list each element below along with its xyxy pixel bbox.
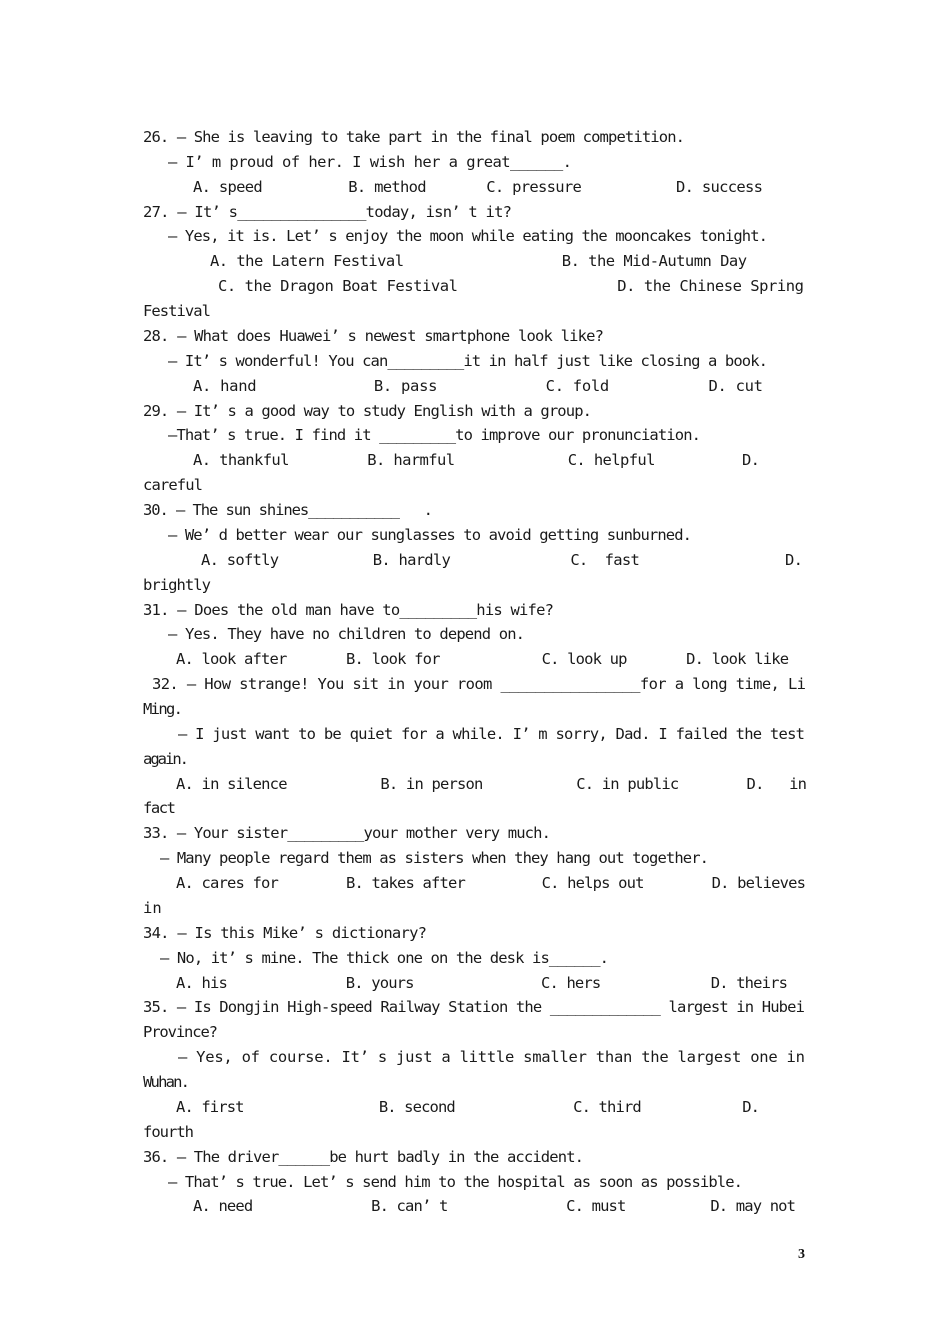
text-line: A. his B. yours C. hers D. theirs — [176, 973, 788, 992]
text-line: — Yes, it is. Let’ s enjoy the moon while eating the mooncakes tonight. — [168, 227, 768, 246]
text-line: A. hand B. pass C. fold D. cut — [193, 376, 763, 395]
text-line: 31. — Does the old man have to_________his wife? — [143, 600, 554, 619]
text-line: — No, it’ s mine. The thick one on the desk is______. — [160, 948, 609, 967]
text-line: 36. — The driver______be hurt badly in the accident. — [143, 1147, 584, 1166]
text-line: A. cares for B. takes after C. helps out D. believes — [176, 874, 806, 893]
text-line: brightly — [143, 575, 211, 594]
text-line: 28. — What does Huawei’ s newest smartphone look like? — [143, 326, 604, 345]
text-line: A. need B. can’ t C. must D. may not — [193, 1197, 796, 1216]
text-line: 32. — How strange! You sit in your room ________________for a long time, Li — [152, 675, 806, 694]
text-line: 34. — Is this Mike’ s dictionary? — [143, 923, 427, 942]
text-line: 35. — Is Dongjin High-speed Railway Station the _____________ largest in Hubei — [143, 998, 805, 1017]
text-line: — That’ s true. Let’ s send him to the hospital as soon as possible. — [168, 1172, 743, 1191]
text-line: — Yes, of course. It’ s just a little smaller than the largest one in — [178, 1048, 805, 1067]
text-line: —That’ s true. I find it _________to improve our pronunciation. — [168, 426, 701, 445]
text-line: Wuhan. — [143, 1073, 189, 1092]
text-line: A. speed B. method C. pressure D. success — [193, 177, 763, 196]
text-line: again. — [143, 749, 187, 768]
text-line: 30. — The sun shines___________ . — [143, 501, 432, 520]
text-line: careful — [143, 476, 203, 495]
text-line: Ming. — [143, 700, 182, 718]
text-line: fact — [143, 799, 175, 818]
text-line: C. the Dragon Boat Festival D. the Chinese Spring — [218, 277, 804, 296]
text-line: A. in silence B. in person C. in public D. in — [176, 774, 807, 793]
text-line: 29. — It’ s a good way to study English with a group. — [143, 401, 592, 420]
text-line: A. the Latern Festival B. the Mid-Autumn Day — [210, 252, 747, 271]
text-line: A. look after B. look for C. look up D. look like — [176, 650, 789, 669]
text-line: — We’ d better wear our sunglasses to avoid getting sunburned. — [168, 525, 692, 544]
text-line: — Yes. They have no children to depend on. — [168, 625, 525, 644]
text-line: fourth — [143, 1122, 193, 1141]
text-line: 26. — She is leaving to take part in the final poem competition. — [143, 128, 685, 146]
text-line: Province? — [143, 1023, 217, 1042]
text-line: — I just want to be quiet for a while. I’ m sorry, Dad. I failed the test — [178, 724, 805, 743]
text-line: Festival — [143, 302, 211, 321]
text-line: in — [143, 898, 162, 917]
text-line: — It’ s wonderful! You can_________it in half just like closing a book. — [168, 351, 768, 370]
text-line: 33. — Your sister_________your mother very much. — [143, 824, 551, 843]
text-line: — I’ m proud of her. I wish her a great______. — [168, 152, 572, 171]
text-line: 27. — It’ s_______________today, isn’ t it? — [143, 202, 512, 221]
text-line: A. softly B. hardly C. fast D. — [201, 550, 803, 569]
text-line: A. first B. second C. third D. — [176, 1097, 760, 1116]
page-number: 3 — [798, 1247, 805, 1262]
text-line: A. thankful B. harmful C. helpful D. — [193, 451, 760, 470]
text-line: — Many people regard them as sisters when they hang out together. — [160, 849, 709, 868]
